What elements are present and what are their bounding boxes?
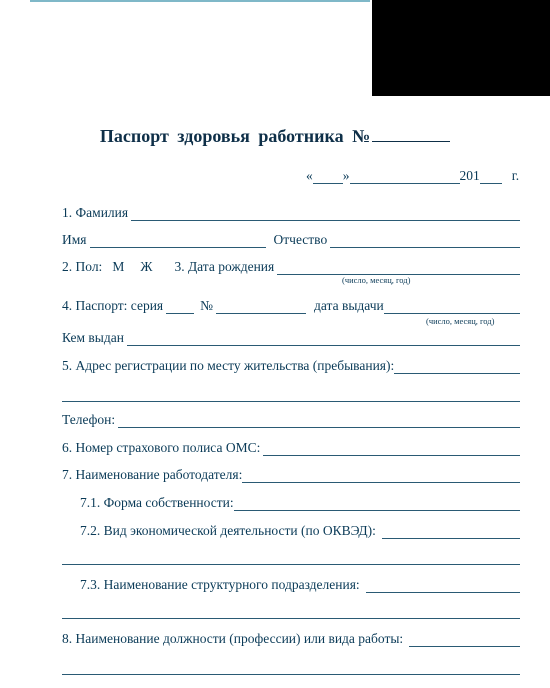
- sex-birthdate-row: [62, 259, 520, 275]
- sex-label: 2. Пол:: [62, 259, 103, 274]
- subdivision-label: 7.3. Наименование структурного подразделения:: [80, 577, 360, 592]
- subdivision-field[interactable]: [366, 578, 520, 593]
- employer-field[interactable]: [242, 468, 520, 483]
- year-blank: [480, 169, 502, 184]
- birthdate-hint: (число, месяц, год): [342, 275, 411, 285]
- title-text: Паспорт здоровья работника №: [99, 126, 371, 146]
- ownership-row: [80, 495, 520, 511]
- name-field[interactable]: [90, 233, 266, 248]
- name-row: [62, 232, 520, 248]
- birthdate-field[interactable]: [277, 260, 520, 275]
- passport-number-blank: [372, 127, 450, 142]
- okved-field-line-2[interactable]: [62, 563, 520, 565]
- position-field[interactable]: [409, 632, 520, 647]
- position-row: [62, 631, 520, 647]
- day-blank: [313, 169, 343, 184]
- ownership-field[interactable]: [234, 496, 520, 511]
- subdivision-row: [80, 577, 520, 593]
- date-open-quote: «: [306, 168, 313, 183]
- passport-number-label: №: [200, 298, 214, 313]
- top-rule: [30, 0, 370, 2]
- ownership-label: 7.1. Форма собственности:: [80, 495, 234, 510]
- birthdate-label: 3. Дата рождения: [174, 259, 275, 274]
- passport-series-label: 4. Паспорт: серия: [62, 298, 164, 313]
- position-label: 8. Наименование должности (профессии) или вида работы:: [62, 631, 404, 646]
- sex-m-option[interactable]: М: [112, 259, 125, 274]
- name-label: Имя: [62, 232, 87, 247]
- address-field-line-2[interactable]: [62, 400, 520, 402]
- issue-date-field[interactable]: [384, 299, 520, 314]
- year-prefix: 201: [459, 168, 480, 183]
- date-row: [306, 168, 524, 184]
- address-field[interactable]: [394, 359, 520, 374]
- okved-row: [80, 523, 520, 539]
- subdivision-field-line-2[interactable]: [62, 617, 520, 619]
- issued-by-label: Кем выдан: [62, 330, 124, 345]
- okved-label: 7.2. Вид экономической деятельности (по ОКВЭД):: [80, 523, 376, 538]
- issued-by-row: [62, 330, 520, 346]
- position-field-line-2[interactable]: [62, 673, 520, 675]
- employer-row: [62, 467, 520, 483]
- year-suffix: г.: [511, 168, 520, 183]
- issue-date-label: дата выдачи: [314, 298, 384, 313]
- phone-row: [62, 412, 520, 428]
- patronymic-label: Отчество: [273, 232, 328, 247]
- oms-row: [62, 440, 520, 456]
- address-row: [62, 358, 520, 374]
- passport-row: [62, 298, 520, 314]
- address-label: 5. Адрес регистрации по месту жительства (пребывания):: [62, 358, 395, 373]
- patronymic-field[interactable]: [330, 233, 520, 248]
- document-title: [0, 126, 550, 147]
- surname-field[interactable]: [131, 206, 520, 221]
- oms-field[interactable]: [263, 441, 520, 456]
- surname-row: [62, 205, 520, 221]
- phone-label: Телефон:: [62, 412, 116, 427]
- oms-label: 6. Номер страхового полиса ОМС:: [62, 440, 261, 455]
- date-close-quote: »: [342, 168, 350, 183]
- okved-field[interactable]: [382, 524, 520, 539]
- issued-by-field[interactable]: [127, 331, 520, 346]
- employer-label: 7. Наименование работодателя:: [62, 467, 243, 482]
- month-blank: [350, 169, 460, 184]
- passport-series-field[interactable]: [166, 299, 194, 314]
- surname-label: 1. Фамилия: [62, 205, 129, 220]
- issue-date-hint: (число, месяц, год): [426, 316, 495, 326]
- redaction-block: [372, 0, 550, 96]
- phone-field[interactable]: [118, 413, 520, 428]
- passport-number-field[interactable]: [216, 299, 306, 314]
- sex-f-option[interactable]: Ж: [140, 259, 153, 274]
